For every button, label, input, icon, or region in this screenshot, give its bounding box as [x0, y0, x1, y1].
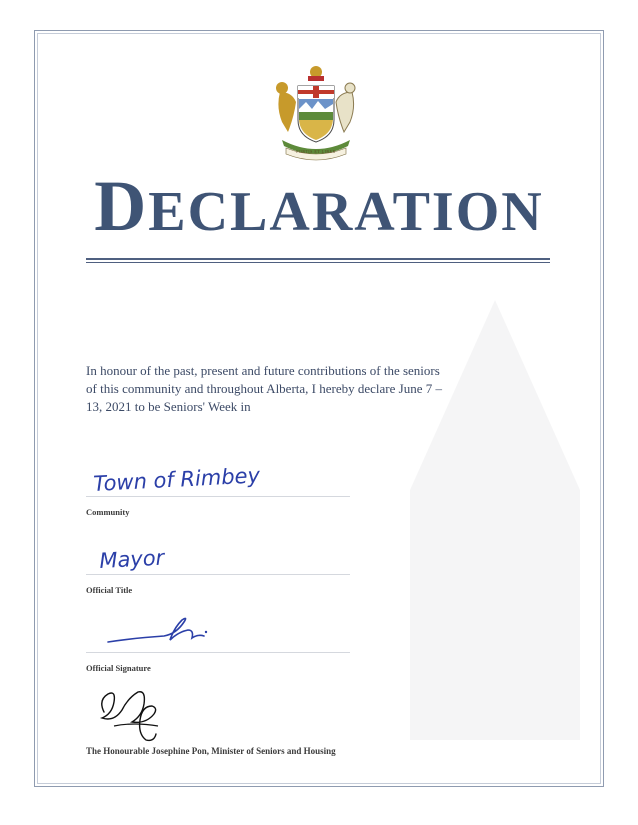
alberta-coat-of-arms	[268, 62, 364, 162]
official-signature-label: Official Signature	[86, 663, 151, 673]
official-title-line	[86, 574, 350, 575]
building-watermark	[390, 290, 600, 750]
title-rest: ECLARATION	[148, 181, 544, 243]
official-signature-line	[86, 652, 350, 653]
declaration-body: In honour of the past, present and future contributions of the seniors of this community and throughout Alberta, I hereby declare June 7 – 13, 2021 to be Seniors' Week in	[86, 363, 442, 414]
community-line	[86, 496, 350, 497]
official-title-value: Mayor	[98, 545, 165, 573]
official-signature-image	[104, 612, 214, 652]
official-title-label: Official Title	[86, 585, 133, 595]
minister-label: The Honourable Josephine Pon, Minister of Seniors and Housing	[86, 746, 336, 756]
minister-signature-image	[94, 682, 174, 744]
title-underline-thin	[86, 262, 550, 263]
title-initial: D	[94, 166, 149, 246]
title-underline	[86, 258, 550, 260]
community-label: Community	[86, 507, 130, 517]
document-title	[84, 166, 554, 246]
crest-motto: FORTIS ET LIBER	[296, 149, 336, 154]
community-value: Town of Rimbey	[92, 463, 261, 496]
